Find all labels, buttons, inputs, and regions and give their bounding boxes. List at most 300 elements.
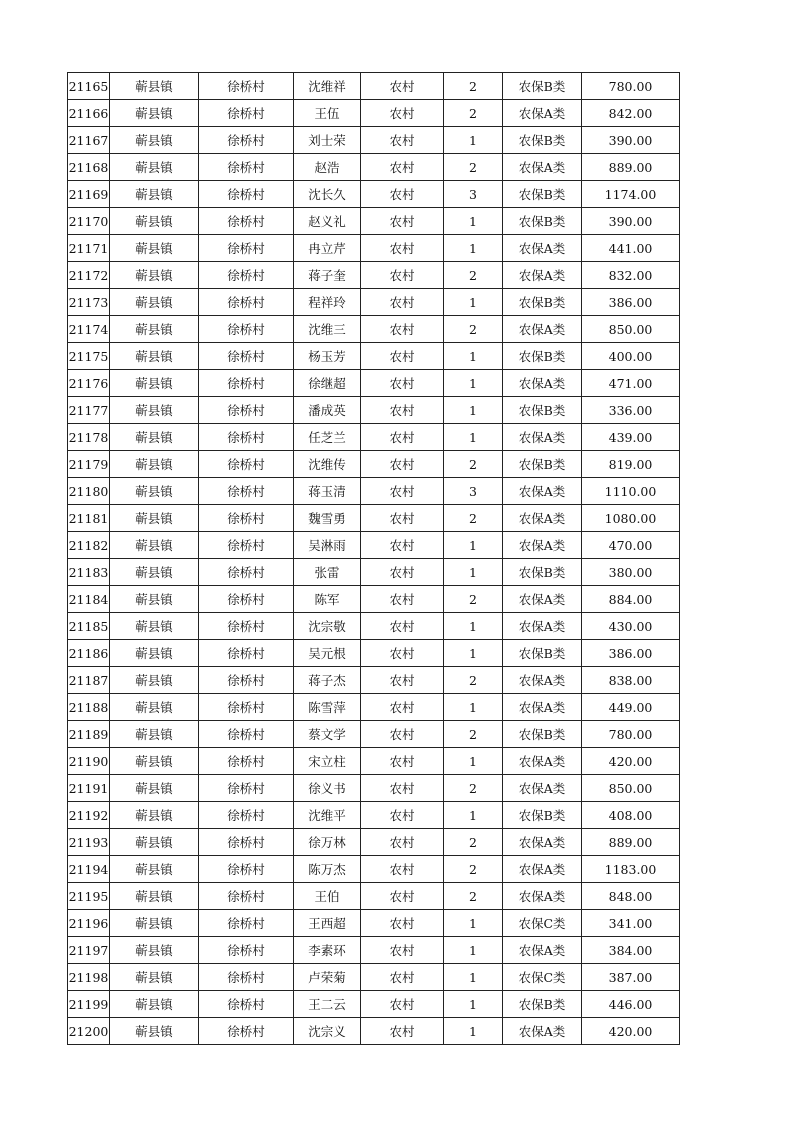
town-cell: 蕲县镇 — [110, 748, 199, 775]
amount-cell: 384.00 — [582, 937, 680, 964]
table-row — [68, 640, 680, 667]
name-cell: 陈军 — [294, 586, 361, 613]
insurance-category-cell: 农保A类 — [503, 586, 582, 613]
amount-cell: 441.00 — [582, 235, 680, 262]
insurance-category-cell: 农保B类 — [503, 73, 582, 100]
name-cell: 杨玉芳 — [294, 343, 361, 370]
record-id-cell: 21187 — [68, 667, 110, 694]
record-id-cell: 21170 — [68, 208, 110, 235]
name-cell: 蒋子奎 — [294, 262, 361, 289]
village-cell: 徐桥村 — [199, 262, 294, 289]
household-size-cell: 2 — [444, 154, 503, 181]
insurance-category-cell: 农保A类 — [503, 829, 582, 856]
record-id-cell: 21199 — [68, 991, 110, 1018]
amount-cell: 336.00 — [582, 397, 680, 424]
record-id-cell: 21180 — [68, 478, 110, 505]
amount-cell: 420.00 — [582, 1018, 680, 1045]
household-size-cell: 1 — [444, 802, 503, 829]
village-cell: 徐桥村 — [199, 127, 294, 154]
area-type-cell: 农村 — [361, 127, 444, 154]
village-cell: 徐桥村 — [199, 100, 294, 127]
area-type-cell: 农村 — [361, 964, 444, 991]
village-cell: 徐桥村 — [199, 640, 294, 667]
name-cell: 沈长久 — [294, 181, 361, 208]
household-size-cell: 2 — [444, 451, 503, 478]
town-cell: 蕲县镇 — [110, 478, 199, 505]
area-type-cell: 农村 — [361, 613, 444, 640]
town-cell: 蕲县镇 — [110, 235, 199, 262]
name-cell: 徐万林 — [294, 829, 361, 856]
amount-cell: 390.00 — [582, 208, 680, 235]
household-size-cell: 2 — [444, 586, 503, 613]
record-id-cell: 21190 — [68, 748, 110, 775]
household-size-cell: 1 — [444, 235, 503, 262]
amount-cell: 1080.00 — [582, 505, 680, 532]
village-cell: 徐桥村 — [199, 316, 294, 343]
name-cell: 李素环 — [294, 937, 361, 964]
record-id-cell: 21181 — [68, 505, 110, 532]
household-size-cell: 1 — [444, 127, 503, 154]
table-row — [68, 721, 680, 748]
household-size-cell: 2 — [444, 856, 503, 883]
insurance-category-cell: 农保A类 — [503, 154, 582, 181]
area-type-cell: 农村 — [361, 910, 444, 937]
household-size-cell: 1 — [444, 424, 503, 451]
village-cell: 徐桥村 — [199, 397, 294, 424]
area-type-cell: 农村 — [361, 532, 444, 559]
record-id-cell: 21173 — [68, 289, 110, 316]
insurance-category-cell: 农保B类 — [503, 208, 582, 235]
record-id-cell: 21193 — [68, 829, 110, 856]
table-row — [68, 154, 680, 181]
amount-cell: 386.00 — [582, 640, 680, 667]
name-cell: 张雷 — [294, 559, 361, 586]
table-row — [68, 1018, 680, 1045]
household-size-cell: 1 — [444, 370, 503, 397]
table-row — [68, 829, 680, 856]
village-cell: 徐桥村 — [199, 613, 294, 640]
town-cell: 蕲县镇 — [110, 937, 199, 964]
name-cell: 潘成英 — [294, 397, 361, 424]
amount-cell: 889.00 — [582, 829, 680, 856]
area-type-cell: 农村 — [361, 424, 444, 451]
insurance-category-cell: 农保B类 — [503, 343, 582, 370]
table-row — [68, 802, 680, 829]
town-cell: 蕲县镇 — [110, 370, 199, 397]
insurance-category-cell: 农保A类 — [503, 694, 582, 721]
village-cell: 徐桥村 — [199, 370, 294, 397]
town-cell: 蕲县镇 — [110, 451, 199, 478]
record-id-cell: 21200 — [68, 1018, 110, 1045]
household-size-cell: 1 — [444, 397, 503, 424]
record-id-cell: 21197 — [68, 937, 110, 964]
household-size-cell: 1 — [444, 559, 503, 586]
household-size-cell: 1 — [444, 937, 503, 964]
household-size-cell: 2 — [444, 100, 503, 127]
record-id-cell: 21189 — [68, 721, 110, 748]
table-row — [68, 73, 680, 100]
village-cell: 徐桥村 — [199, 694, 294, 721]
amount-cell: 850.00 — [582, 316, 680, 343]
name-cell: 卢荣菊 — [294, 964, 361, 991]
village-cell: 徐桥村 — [199, 964, 294, 991]
insurance-category-cell: 农保A类 — [503, 856, 582, 883]
amount-cell: 842.00 — [582, 100, 680, 127]
household-size-cell: 1 — [444, 910, 503, 937]
area-type-cell: 农村 — [361, 370, 444, 397]
town-cell: 蕲县镇 — [110, 613, 199, 640]
area-type-cell: 农村 — [361, 451, 444, 478]
table-row — [68, 289, 680, 316]
table-row — [68, 316, 680, 343]
record-id-cell: 21198 — [68, 964, 110, 991]
insurance-category-cell: 农保A类 — [503, 316, 582, 343]
table-row — [68, 856, 680, 883]
insurance-category-cell: 农保B类 — [503, 181, 582, 208]
amount-cell: 850.00 — [582, 775, 680, 802]
insurance-category-cell: 农保A类 — [503, 775, 582, 802]
area-type-cell: 农村 — [361, 262, 444, 289]
insurance-category-cell: 农保A类 — [503, 667, 582, 694]
amount-cell: 408.00 — [582, 802, 680, 829]
town-cell: 蕲县镇 — [110, 694, 199, 721]
amount-cell: 400.00 — [582, 343, 680, 370]
name-cell: 蒋子杰 — [294, 667, 361, 694]
insurance-category-cell: 农保A类 — [503, 532, 582, 559]
insurance-category-cell: 农保A类 — [503, 748, 582, 775]
record-id-cell: 21192 — [68, 802, 110, 829]
town-cell: 蕲县镇 — [110, 505, 199, 532]
amount-cell: 1183.00 — [582, 856, 680, 883]
town-cell: 蕲县镇 — [110, 208, 199, 235]
amount-cell: 446.00 — [582, 991, 680, 1018]
town-cell: 蕲县镇 — [110, 829, 199, 856]
town-cell: 蕲县镇 — [110, 856, 199, 883]
table-row — [68, 235, 680, 262]
amount-cell: 439.00 — [582, 424, 680, 451]
name-cell: 沈维祥 — [294, 73, 361, 100]
insurance-category-cell: 农保A类 — [503, 262, 582, 289]
town-cell: 蕲县镇 — [110, 316, 199, 343]
area-type-cell: 农村 — [361, 640, 444, 667]
town-cell: 蕲县镇 — [110, 127, 199, 154]
household-size-cell: 1 — [444, 640, 503, 667]
area-type-cell: 农村 — [361, 505, 444, 532]
village-cell: 徐桥村 — [199, 343, 294, 370]
village-cell: 徐桥村 — [199, 856, 294, 883]
village-cell: 徐桥村 — [199, 235, 294, 262]
area-type-cell: 农村 — [361, 397, 444, 424]
name-cell: 宋立柱 — [294, 748, 361, 775]
area-type-cell: 农村 — [361, 991, 444, 1018]
insurance-category-cell: 农保A类 — [503, 883, 582, 910]
name-cell: 王西超 — [294, 910, 361, 937]
table-row — [68, 343, 680, 370]
village-cell: 徐桥村 — [199, 505, 294, 532]
village-cell: 徐桥村 — [199, 667, 294, 694]
name-cell: 程祥玲 — [294, 289, 361, 316]
insurance-category-cell: 农保B类 — [503, 991, 582, 1018]
area-type-cell: 农村 — [361, 1018, 444, 1045]
table-row — [68, 208, 680, 235]
town-cell: 蕲县镇 — [110, 802, 199, 829]
amount-cell: 386.00 — [582, 289, 680, 316]
amount-cell: 387.00 — [582, 964, 680, 991]
record-id-cell: 21169 — [68, 181, 110, 208]
insurance-category-cell: 农保C类 — [503, 910, 582, 937]
record-id-cell: 21191 — [68, 775, 110, 802]
name-cell: 吴淋雨 — [294, 532, 361, 559]
area-type-cell: 农村 — [361, 289, 444, 316]
name-cell: 陈雪萍 — [294, 694, 361, 721]
amount-cell: 1174.00 — [582, 181, 680, 208]
table-row — [68, 883, 680, 910]
name-cell: 徐义书 — [294, 775, 361, 802]
table-row — [68, 262, 680, 289]
table-row — [68, 937, 680, 964]
village-cell: 徐桥村 — [199, 424, 294, 451]
village-cell: 徐桥村 — [199, 829, 294, 856]
town-cell: 蕲县镇 — [110, 964, 199, 991]
name-cell: 任芝兰 — [294, 424, 361, 451]
record-id-cell: 21165 — [68, 73, 110, 100]
amount-cell: 819.00 — [582, 451, 680, 478]
town-cell: 蕲县镇 — [110, 154, 199, 181]
village-cell: 徐桥村 — [199, 883, 294, 910]
town-cell: 蕲县镇 — [110, 100, 199, 127]
household-size-cell: 2 — [444, 316, 503, 343]
record-id-cell: 21178 — [68, 424, 110, 451]
table-row — [68, 181, 680, 208]
household-size-cell: 1 — [444, 694, 503, 721]
village-cell: 徐桥村 — [199, 532, 294, 559]
amount-cell: 848.00 — [582, 883, 680, 910]
table-row — [68, 964, 680, 991]
insurance-category-cell: 农保B类 — [503, 397, 582, 424]
amount-cell: 470.00 — [582, 532, 680, 559]
town-cell: 蕲县镇 — [110, 910, 199, 937]
area-type-cell: 农村 — [361, 802, 444, 829]
town-cell: 蕲县镇 — [110, 262, 199, 289]
village-cell: 徐桥村 — [199, 559, 294, 586]
area-type-cell: 农村 — [361, 478, 444, 505]
household-size-cell: 3 — [444, 478, 503, 505]
name-cell: 沈维三 — [294, 316, 361, 343]
area-type-cell: 农村 — [361, 856, 444, 883]
town-cell: 蕲县镇 — [110, 721, 199, 748]
insurance-category-cell: 农保B类 — [503, 289, 582, 316]
town-cell: 蕲县镇 — [110, 640, 199, 667]
amount-cell: 780.00 — [582, 721, 680, 748]
table-row — [68, 397, 680, 424]
village-cell: 徐桥村 — [199, 73, 294, 100]
town-cell: 蕲县镇 — [110, 397, 199, 424]
area-type-cell: 农村 — [361, 883, 444, 910]
insurance-category-cell: 农保A类 — [503, 613, 582, 640]
record-id-cell: 21196 — [68, 910, 110, 937]
name-cell: 沈维平 — [294, 802, 361, 829]
town-cell: 蕲县镇 — [110, 289, 199, 316]
name-cell: 蔡文学 — [294, 721, 361, 748]
name-cell: 冉立芹 — [294, 235, 361, 262]
town-cell: 蕲县镇 — [110, 775, 199, 802]
village-cell: 徐桥村 — [199, 937, 294, 964]
table-row — [68, 127, 680, 154]
household-size-cell: 1 — [444, 289, 503, 316]
household-size-cell: 1 — [444, 613, 503, 640]
area-type-cell: 农村 — [361, 775, 444, 802]
village-cell: 徐桥村 — [199, 910, 294, 937]
town-cell: 蕲县镇 — [110, 667, 199, 694]
household-size-cell: 1 — [444, 964, 503, 991]
amount-cell: 449.00 — [582, 694, 680, 721]
amount-cell: 889.00 — [582, 154, 680, 181]
record-id-cell: 21184 — [68, 586, 110, 613]
name-cell: 王伍 — [294, 100, 361, 127]
area-type-cell: 农村 — [361, 667, 444, 694]
record-id-cell: 21171 — [68, 235, 110, 262]
table-row — [68, 748, 680, 775]
household-size-cell: 1 — [444, 991, 503, 1018]
area-type-cell: 农村 — [361, 694, 444, 721]
insurance-category-cell: 农保C类 — [503, 964, 582, 991]
household-size-cell: 2 — [444, 73, 503, 100]
record-id-cell: 21172 — [68, 262, 110, 289]
village-cell: 徐桥村 — [199, 991, 294, 1018]
insurance-category-cell: 农保A类 — [503, 478, 582, 505]
table-row — [68, 100, 680, 127]
name-cell: 赵义礼 — [294, 208, 361, 235]
village-cell: 徐桥村 — [199, 478, 294, 505]
table-row — [68, 613, 680, 640]
insurance-category-cell: 农保B类 — [503, 802, 582, 829]
area-type-cell: 农村 — [361, 829, 444, 856]
area-type-cell: 农村 — [361, 316, 444, 343]
insurance-category-cell: 农保B类 — [503, 559, 582, 586]
household-size-cell: 2 — [444, 829, 503, 856]
amount-cell: 390.00 — [582, 127, 680, 154]
household-size-cell: 1 — [444, 748, 503, 775]
record-id-cell: 21185 — [68, 613, 110, 640]
village-cell: 徐桥村 — [199, 154, 294, 181]
insurance-category-cell: 农保B类 — [503, 451, 582, 478]
amount-cell: 780.00 — [582, 73, 680, 100]
roster-body — [68, 73, 680, 1045]
record-id-cell: 21168 — [68, 154, 110, 181]
town-cell: 蕲县镇 — [110, 73, 199, 100]
village-cell: 徐桥村 — [199, 451, 294, 478]
amount-cell: 430.00 — [582, 613, 680, 640]
record-id-cell: 21177 — [68, 397, 110, 424]
insurance-category-cell: 农保A类 — [503, 235, 582, 262]
name-cell: 陈万杰 — [294, 856, 361, 883]
amount-cell: 884.00 — [582, 586, 680, 613]
town-cell: 蕲县镇 — [110, 532, 199, 559]
town-cell: 蕲县镇 — [110, 559, 199, 586]
insurance-category-cell: 农保A类 — [503, 937, 582, 964]
village-cell: 徐桥村 — [199, 289, 294, 316]
name-cell: 王伯 — [294, 883, 361, 910]
insurance-category-cell: 农保A类 — [503, 424, 582, 451]
table-row — [68, 424, 680, 451]
table-row — [68, 694, 680, 721]
area-type-cell: 农村 — [361, 181, 444, 208]
village-cell: 徐桥村 — [199, 721, 294, 748]
area-type-cell: 农村 — [361, 100, 444, 127]
amount-cell: 471.00 — [582, 370, 680, 397]
record-id-cell: 21167 — [68, 127, 110, 154]
town-cell: 蕲县镇 — [110, 181, 199, 208]
table-row — [68, 559, 680, 586]
area-type-cell: 农村 — [361, 586, 444, 613]
record-id-cell: 21166 — [68, 100, 110, 127]
household-size-cell: 3 — [444, 181, 503, 208]
record-id-cell: 21179 — [68, 451, 110, 478]
area-type-cell: 农村 — [361, 154, 444, 181]
area-type-cell: 农村 — [361, 937, 444, 964]
table-row — [68, 478, 680, 505]
area-type-cell: 农村 — [361, 748, 444, 775]
village-cell: 徐桥村 — [199, 775, 294, 802]
table-row — [68, 451, 680, 478]
insurance-category-cell: 农保A类 — [503, 100, 582, 127]
area-type-cell: 农村 — [361, 73, 444, 100]
insurance-category-cell: 农保A类 — [503, 370, 582, 397]
household-size-cell: 1 — [444, 208, 503, 235]
area-type-cell: 农村 — [361, 208, 444, 235]
town-cell: 蕲县镇 — [110, 991, 199, 1018]
household-size-cell: 1 — [444, 343, 503, 370]
name-cell: 刘士荣 — [294, 127, 361, 154]
amount-cell: 832.00 — [582, 262, 680, 289]
name-cell: 沈宗敬 — [294, 613, 361, 640]
table-row — [68, 505, 680, 532]
insurance-category-cell: 农保B类 — [503, 721, 582, 748]
insurance-category-cell: 农保B类 — [503, 640, 582, 667]
household-size-cell: 2 — [444, 883, 503, 910]
town-cell: 蕲县镇 — [110, 586, 199, 613]
town-cell: 蕲县镇 — [110, 883, 199, 910]
name-cell: 徐继超 — [294, 370, 361, 397]
record-id-cell: 21188 — [68, 694, 110, 721]
town-cell: 蕲县镇 — [110, 1018, 199, 1045]
village-cell: 徐桥村 — [199, 208, 294, 235]
record-id-cell: 21195 — [68, 883, 110, 910]
amount-cell: 380.00 — [582, 559, 680, 586]
table-row — [68, 586, 680, 613]
record-id-cell: 21194 — [68, 856, 110, 883]
household-size-cell: 2 — [444, 721, 503, 748]
household-size-cell: 2 — [444, 775, 503, 802]
record-id-cell: 21174 — [68, 316, 110, 343]
name-cell: 王二云 — [294, 991, 361, 1018]
table-row — [68, 532, 680, 559]
area-type-cell: 农村 — [361, 235, 444, 262]
household-size-cell: 1 — [444, 532, 503, 559]
name-cell: 魏雪勇 — [294, 505, 361, 532]
name-cell: 蒋玉清 — [294, 478, 361, 505]
village-cell: 徐桥村 — [199, 748, 294, 775]
record-id-cell: 21175 — [68, 343, 110, 370]
table-row — [68, 370, 680, 397]
name-cell: 沈维传 — [294, 451, 361, 478]
village-cell: 徐桥村 — [199, 181, 294, 208]
household-size-cell: 2 — [444, 262, 503, 289]
area-type-cell: 农村 — [361, 559, 444, 586]
name-cell: 吴元根 — [294, 640, 361, 667]
table-row — [68, 910, 680, 937]
record-id-cell: 21186 — [68, 640, 110, 667]
